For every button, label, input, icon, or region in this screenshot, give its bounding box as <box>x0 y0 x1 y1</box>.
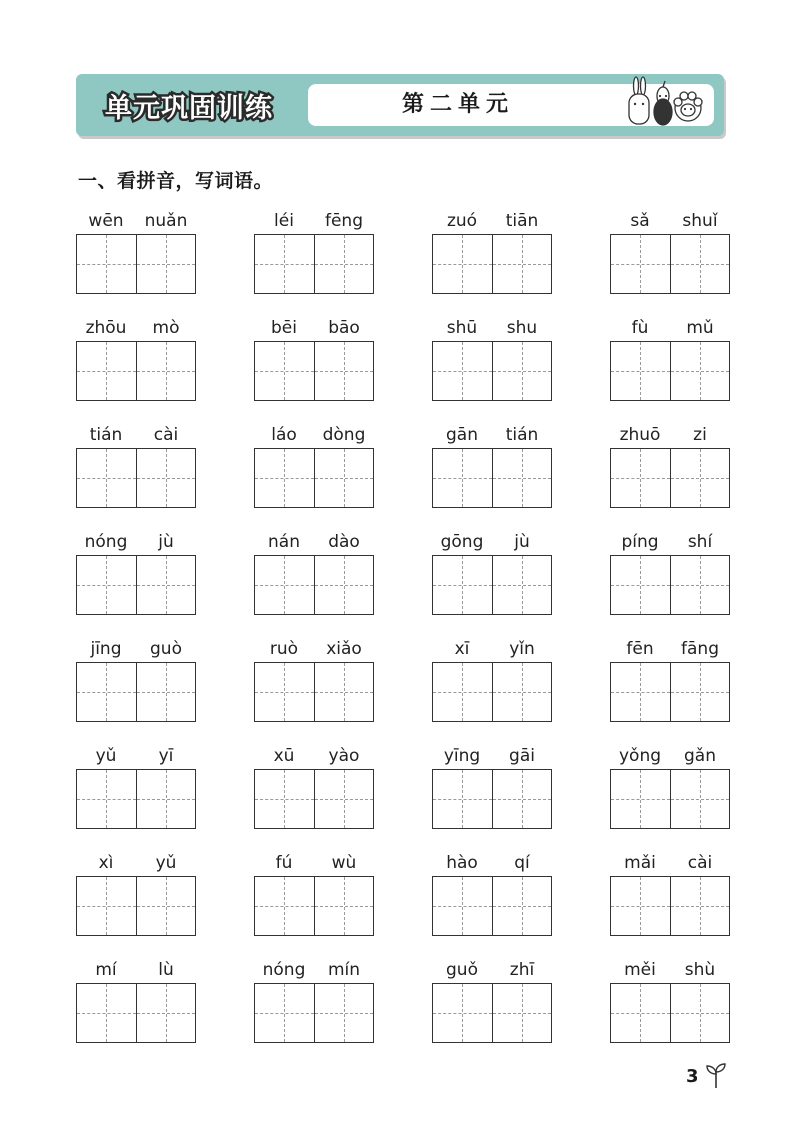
writing-cell[interactable] <box>433 556 492 614</box>
pinyin-syllable: mín <box>327 960 361 980</box>
pinyin-exercise-item <box>610 741 730 834</box>
pinyin-exercise-item <box>610 955 730 1048</box>
pinyin-line <box>254 741 374 769</box>
pinyin-syllable: mǎi <box>624 853 656 873</box>
writing-boxes <box>254 769 374 829</box>
pinyin-syllable: zi <box>693 425 707 445</box>
pinyin-line <box>76 741 196 769</box>
writing-cell[interactable] <box>314 770 374 828</box>
writing-boxes <box>432 448 552 508</box>
pinyin-syllable: wù <box>331 853 357 873</box>
pinyin-syllable: léi <box>274 211 294 231</box>
pinyin-syllable: dòng <box>322 425 366 445</box>
pinyin-line <box>76 634 196 662</box>
pinyin-syllable: nóng <box>84 532 128 552</box>
writing-cell[interactable] <box>77 877 136 935</box>
page-number: 3 <box>686 1066 699 1087</box>
pinyin-exercise-item <box>76 313 196 406</box>
pinyin-exercise-item <box>76 741 196 834</box>
writing-cell[interactable] <box>77 235 136 293</box>
writing-boxes <box>432 555 552 615</box>
pinyin-syllable: cài <box>687 853 713 873</box>
pinyin-line <box>610 206 730 234</box>
pinyin-syllable: dào <box>328 532 360 552</box>
writing-cell[interactable] <box>433 984 492 1042</box>
pinyin-line <box>254 955 374 983</box>
pinyin-line <box>432 634 552 662</box>
writing-cell[interactable] <box>492 449 552 507</box>
pinyin-exercise-item <box>76 420 196 513</box>
pinyin-syllable: shū <box>446 318 478 338</box>
pinyin-syllable: wēn <box>88 211 124 231</box>
writing-cell[interactable] <box>136 663 196 721</box>
writing-boxes <box>610 555 730 615</box>
writing-cell[interactable] <box>255 770 314 828</box>
pinyin-line <box>610 741 730 769</box>
writing-boxes <box>254 234 374 294</box>
pinyin-line <box>76 313 196 341</box>
pinyin-exercise-item <box>76 206 196 299</box>
pinyin-syllable: jīng <box>90 639 122 659</box>
pinyin-syllable: mò <box>152 318 180 338</box>
pinyin-syllable: tián <box>505 425 539 445</box>
pinyin-exercise-item <box>432 741 552 834</box>
banner-title-panel <box>308 84 714 126</box>
pinyin-syllable: mǔ <box>686 318 714 338</box>
writing-cell[interactable] <box>492 556 552 614</box>
cartoon-characters-icon <box>618 74 708 128</box>
pinyin-line <box>76 420 196 448</box>
pinyin-line <box>610 420 730 448</box>
writing-cell[interactable] <box>136 556 196 614</box>
writing-cell[interactable] <box>314 342 374 400</box>
writing-cell[interactable] <box>314 449 374 507</box>
pinyin-syllable: xū <box>273 746 295 766</box>
pinyin-line <box>432 313 552 341</box>
pinyin-syllable: shu <box>506 318 538 338</box>
writing-cell[interactable] <box>314 556 374 614</box>
writing-boxes <box>432 234 552 294</box>
writing-boxes <box>76 662 196 722</box>
writing-boxes <box>254 448 374 508</box>
writing-cell[interactable] <box>136 449 196 507</box>
pinyin-syllable: xiǎo <box>326 639 362 659</box>
writing-cell[interactable] <box>255 984 314 1042</box>
writing-cell[interactable] <box>492 663 552 721</box>
pinyin-exercise-item <box>76 634 196 727</box>
pinyin-exercise-item <box>610 313 730 406</box>
pinyin-line <box>432 741 552 769</box>
writing-cell[interactable] <box>670 449 730 507</box>
writing-cell[interactable] <box>314 663 374 721</box>
writing-cell[interactable] <box>670 984 730 1042</box>
writing-cell[interactable] <box>77 663 136 721</box>
banner-left-panel <box>76 74 302 136</box>
pinyin-exercise-item <box>610 420 730 513</box>
pinyin-syllable: lù <box>158 960 174 980</box>
writing-cell[interactable] <box>136 342 196 400</box>
writing-cell[interactable] <box>492 877 552 935</box>
writing-cell[interactable] <box>611 235 670 293</box>
pinyin-syllable: cài <box>153 425 179 445</box>
pinyin-exercise-item <box>432 848 552 941</box>
pinyin-exercise-item <box>432 955 552 1048</box>
pinyin-syllable: gān <box>446 425 478 445</box>
pinyin-exercise-item <box>254 420 374 513</box>
writing-cell[interactable] <box>255 877 314 935</box>
pinyin-exercise-item <box>254 634 374 727</box>
pinyin-exercise-item <box>254 527 374 620</box>
pinyin-syllable: hào <box>446 853 478 873</box>
pinyin-line <box>610 313 730 341</box>
pinyin-syllable: qí <box>514 853 530 873</box>
pinyin-syllable: nóng <box>262 960 306 980</box>
writing-cell[interactable] <box>611 770 670 828</box>
writing-cell[interactable] <box>611 877 670 935</box>
exercise-grid <box>76 206 728 1048</box>
writing-cell[interactable] <box>255 663 314 721</box>
writing-boxes <box>254 341 374 401</box>
pinyin-syllable: fù <box>631 318 649 338</box>
writing-cell[interactable] <box>136 984 196 1042</box>
writing-cell[interactable] <box>670 556 730 614</box>
pinyin-exercise-item <box>254 848 374 941</box>
pinyin-syllable: gōng <box>440 532 484 552</box>
pinyin-syllable: fāng <box>681 639 719 659</box>
writing-boxes <box>76 341 196 401</box>
writing-cell[interactable] <box>611 342 670 400</box>
unit-review-label: 单元巩固训练 <box>105 92 273 124</box>
pinyin-syllable: fēng <box>324 211 363 231</box>
pinyin-syllable: yǐn <box>509 639 535 659</box>
pinyin-line <box>76 206 196 234</box>
writing-cell[interactable] <box>670 877 730 935</box>
writing-boxes <box>76 983 196 1043</box>
writing-cell[interactable] <box>136 877 196 935</box>
writing-boxes <box>254 983 374 1043</box>
pinyin-line <box>254 420 374 448</box>
pinyin-syllable: bāo <box>328 318 360 338</box>
pinyin-line <box>610 527 730 555</box>
writing-cell[interactable] <box>670 770 730 828</box>
writing-boxes <box>610 234 730 294</box>
pinyin-syllable: tián <box>89 425 123 445</box>
pinyin-line <box>610 634 730 662</box>
pinyin-exercise-item <box>254 741 374 834</box>
pinyin-syllable: guǒ <box>446 960 478 980</box>
pinyin-syllable: nán <box>268 532 300 552</box>
pinyin-syllable: xì <box>98 853 114 873</box>
writing-boxes <box>610 448 730 508</box>
pinyin-exercise-item <box>610 206 730 299</box>
pinyin-exercise-item <box>254 955 374 1048</box>
pinyin-syllable: yào <box>328 746 360 766</box>
writing-cell[interactable] <box>314 235 374 293</box>
writing-cell[interactable] <box>77 449 136 507</box>
pinyin-syllable: yī <box>158 746 174 766</box>
pinyin-syllable: zhōu <box>85 318 127 338</box>
writing-cell[interactable] <box>492 235 552 293</box>
writing-cell[interactable] <box>611 449 670 507</box>
pinyin-line <box>610 955 730 983</box>
pinyin-syllable: jù <box>514 532 530 552</box>
pinyin-line <box>254 206 374 234</box>
unit-banner <box>76 74 724 136</box>
pinyin-exercise-item <box>610 527 730 620</box>
writing-cell[interactable] <box>255 449 314 507</box>
writing-cell[interactable] <box>255 342 314 400</box>
writing-boxes <box>76 448 196 508</box>
pinyin-exercise-item <box>610 634 730 727</box>
pinyin-exercise-item <box>432 420 552 513</box>
pinyin-line <box>76 527 196 555</box>
pinyin-syllable: shí <box>687 532 713 552</box>
writing-boxes <box>254 555 374 615</box>
pinyin-syllable: guò <box>150 639 182 659</box>
writing-cell[interactable] <box>433 770 492 828</box>
pinyin-syllable: tiān <box>505 211 539 231</box>
writing-boxes <box>610 983 730 1043</box>
pinyin-line <box>432 848 552 876</box>
pinyin-syllable: zhuō <box>619 425 661 445</box>
pinyin-line <box>254 848 374 876</box>
writing-cell[interactable] <box>492 770 552 828</box>
writing-cell[interactable] <box>136 770 196 828</box>
pinyin-syllable: fú <box>275 853 293 873</box>
pinyin-syllable: mí <box>95 960 117 980</box>
pinyin-line <box>432 527 552 555</box>
writing-cell[interactable] <box>314 877 374 935</box>
writing-cell[interactable] <box>255 556 314 614</box>
pinyin-syllable: yǒng <box>618 746 662 766</box>
pinyin-syllable: zuó <box>446 211 478 231</box>
pinyin-exercise-item <box>610 848 730 941</box>
writing-cell[interactable] <box>611 984 670 1042</box>
pinyin-syllable: yǔ <box>155 853 177 873</box>
writing-cell[interactable] <box>136 235 196 293</box>
writing-cell[interactable] <box>670 663 730 721</box>
pinyin-syllable: píng <box>621 532 659 552</box>
writing-cell[interactable] <box>255 235 314 293</box>
writing-boxes <box>76 234 196 294</box>
writing-boxes <box>610 876 730 936</box>
writing-cell[interactable] <box>77 342 136 400</box>
writing-cell[interactable] <box>611 663 670 721</box>
writing-boxes <box>610 341 730 401</box>
pinyin-line <box>76 848 196 876</box>
writing-cell[interactable] <box>433 877 492 935</box>
pinyin-syllable: fēn <box>626 639 654 659</box>
writing-boxes <box>432 769 552 829</box>
pinyin-line <box>432 955 552 983</box>
writing-cell[interactable] <box>77 984 136 1042</box>
pinyin-syllable: gǎn <box>684 746 716 766</box>
pinyin-line <box>254 527 374 555</box>
writing-boxes <box>76 876 196 936</box>
pinyin-syllable: láo <box>271 425 297 445</box>
pinyin-line <box>432 420 552 448</box>
writing-boxes <box>432 983 552 1043</box>
writing-cell[interactable] <box>77 556 136 614</box>
pinyin-exercise-item <box>76 848 196 941</box>
writing-boxes <box>432 341 552 401</box>
pinyin-syllable: nuǎn <box>144 211 188 231</box>
pinyin-syllable: shuǐ <box>682 211 718 231</box>
writing-cell[interactable] <box>314 984 374 1042</box>
pinyin-syllable: yīng <box>443 746 481 766</box>
pinyin-syllable: ruò <box>269 639 299 659</box>
pinyin-exercise-item <box>254 313 374 406</box>
pinyin-line <box>610 848 730 876</box>
pinyin-exercise-item <box>254 206 374 299</box>
pinyin-exercise-item <box>432 527 552 620</box>
pinyin-syllable: xī <box>454 639 470 659</box>
writing-boxes <box>610 662 730 722</box>
pinyin-exercise-item <box>432 206 552 299</box>
pinyin-exercise-item <box>76 955 196 1048</box>
writing-boxes <box>76 769 196 829</box>
pinyin-syllable: sǎ <box>630 211 650 231</box>
pinyin-syllable: gāi <box>509 746 535 766</box>
pinyin-syllable: jù <box>158 532 174 552</box>
writing-boxes <box>432 876 552 936</box>
writing-cell[interactable] <box>433 235 492 293</box>
writing-cell[interactable] <box>670 342 730 400</box>
pinyin-syllable: shù <box>684 960 716 980</box>
pinyin-syllable: bēi <box>271 318 297 338</box>
writing-cell[interactable] <box>611 556 670 614</box>
writing-cell[interactable] <box>670 235 730 293</box>
writing-boxes <box>254 662 374 722</box>
pinyin-line <box>76 955 196 983</box>
pinyin-line <box>254 313 374 341</box>
pinyin-exercise-item <box>432 313 552 406</box>
writing-cell[interactable] <box>492 342 552 400</box>
unit-title: 第二单元 <box>401 92 514 117</box>
exercise-heading: 一、看拼音，写词语。 <box>78 170 274 192</box>
writing-cell[interactable] <box>492 984 552 1042</box>
writing-boxes <box>610 769 730 829</box>
writing-cell[interactable] <box>433 663 492 721</box>
pinyin-line <box>254 634 374 662</box>
pinyin-exercise-item <box>432 634 552 727</box>
pinyin-syllable: zhī <box>509 960 535 980</box>
pinyin-syllable: měi <box>624 960 656 980</box>
writing-boxes <box>432 662 552 722</box>
writing-boxes <box>254 876 374 936</box>
pinyin-line <box>432 206 552 234</box>
writing-boxes <box>76 555 196 615</box>
sprout-icon <box>704 1060 728 1090</box>
pinyin-exercise-item <box>76 527 196 620</box>
writing-cell[interactable] <box>433 449 492 507</box>
writing-cell[interactable] <box>77 770 136 828</box>
writing-cell[interactable] <box>433 342 492 400</box>
pinyin-syllable: yǔ <box>95 746 117 766</box>
